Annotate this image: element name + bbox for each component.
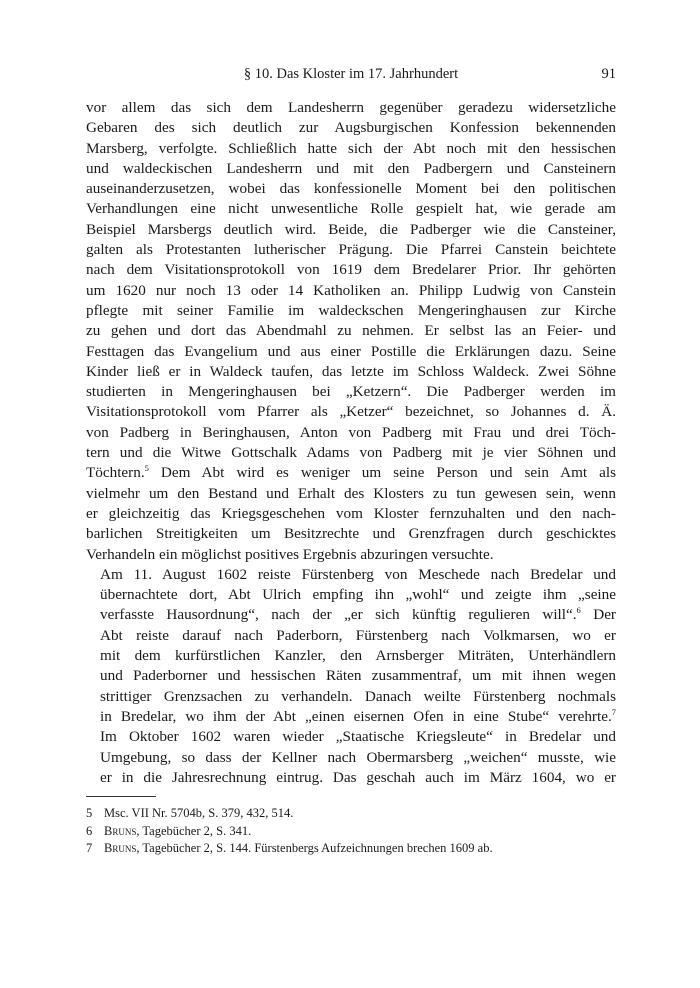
text-line: Visitationsprotokoll vom Pfarrer als „Ketzer“ bezeichnet, so Johannes d. Ä.	[86, 403, 616, 421]
text-line: zu gehen und dort das Abendmahl zu nehmen. Er selbst las an Feier- und	[86, 322, 616, 340]
text-line: Am 11. August 1602 reiste Fürstenberg von Meschede nach Bredelar und	[100, 565, 616, 583]
text-line: Gebaren des sich deutlich zur Augsburgischen Konfession bekennenden	[86, 119, 616, 137]
text-fragment: Der	[580, 606, 616, 624]
text-line: Umgebung, so dass der Kellner nach Obermarsberg „weichen“ musste, wie	[100, 748, 616, 766]
footnote-number: 7	[86, 841, 93, 856]
text-line: strittiger Grenzsachen zu verhandeln. Danach weilte Fürstenberg nochmals	[100, 687, 616, 705]
footnote-reference: 6	[576, 605, 581, 616]
text-line: studierten in Mengeringhausen bei „Ketzern“. Die Padberger werden im	[86, 383, 616, 401]
text-line: galten als Protestanten lutherischer Prägung. Die Pfarrei Canstein beichtete	[86, 241, 616, 259]
running-head	[86, 66, 616, 86]
paragraph	[86, 565, 616, 788]
footnote-number: 5	[86, 806, 93, 820]
text-line: Verhandlungen eine nicht unwesentliche Rolle gespielt hat, wie gerade am	[86, 200, 616, 218]
footnote	[86, 840, 616, 858]
footnote-reference: 7	[611, 706, 616, 717]
text-line	[86, 605, 616, 625]
text-line: auseinanderzusetzen, wobei das konfessionelle Moment bei den politischen	[86, 180, 616, 198]
text-line: Abt reiste darauf nach Paderborn, Fürstenberg nach Volkmarsen, wo er	[100, 626, 616, 644]
text-line: er gleichzeitig das Kriegsgeschehen vom Kloster fernzuhalten und den nach-	[86, 504, 616, 522]
text-line: Verhandeln ein möglichst positives Ergebnis abzuringen versuchte.	[86, 545, 494, 563]
footnotes	[86, 805, 616, 858]
paragraph	[86, 98, 616, 565]
page-number: 91	[601, 66, 616, 82]
text-line: Im Oktober 1602 waren wieder „Staatische Kriegsleute“ in Bredelar und	[100, 728, 616, 746]
body-text	[86, 98, 616, 788]
text-line: und waldeckischen Landesherrn und mit den Padbergern und Cansteinern	[86, 159, 616, 177]
text-line: vor allem das sich dem Landesherrn gegenüber geradezu widersetzliche	[86, 99, 616, 116]
footnote-reference: 5	[144, 463, 149, 474]
text-line: Beispiel Marsbergs deutlich wird. Beide, die Padberger wie die Cansteiner,	[86, 220, 616, 238]
footnote-citation: , Tagebücher 2, S. 144. Fürstenbergs Aufzeichnungen brechen 1609 ab.	[136, 841, 493, 856]
text-line: Kinder ließ er in Waldeck taufen, das letzte im Schloss Waldeck. Zwei Söhne	[86, 362, 616, 380]
text-line: vielmehr um den Bestand und Erhalt des Klosters zu tun gewesen sein, wenn	[86, 484, 616, 502]
footnote-citation: , Tagebücher 2, S. 341.	[136, 823, 252, 838]
text-line: er in die Jahresrechnung eintrug. Das geschah auch im März 1604, wo er	[100, 768, 616, 786]
text-fragment: Töchtern.	[86, 464, 145, 482]
text-fragment: Dem Abt wird es weniger um seine Person und sein Amt als	[148, 464, 616, 482]
text-line: Festtagen das Evangelium und aus einer Postille die Erklärungen dazu. Seine	[86, 342, 616, 360]
text-line: tern und die Witwe Gottschalk Adams von Padberg mit je vier Söhnen und	[86, 444, 616, 462]
text-line: pflegte mit seiner Familie im waldeckschen Mengeringhausen zur Kirche	[86, 301, 616, 319]
text-line	[86, 707, 616, 727]
footnote-author: Bruns	[104, 841, 137, 856]
footnote	[86, 805, 616, 823]
text-line: von Padberg in Beringhausen, Anton von Padberg mit Frau und drei Töch-	[86, 423, 616, 441]
footnote-divider	[86, 796, 156, 797]
text-fragment: verfasste Hausordnung“, nach der „er sich künftig regulieren will“.	[100, 606, 577, 624]
footnote-text	[104, 840, 493, 858]
text-line: und Paderborner und hessischen Räten zusammentraf, um mit ihnen wegen	[100, 667, 616, 685]
footnote-number: 6	[86, 823, 93, 838]
footnote-text: Msc. VII Nr. 5704b, S. 379, 432, 514.	[104, 806, 294, 820]
footnote	[86, 823, 616, 841]
running-title: § 10. Das Kloster im 17. Jahrhundert	[243, 66, 459, 82]
footnote-author: Bruns	[104, 823, 137, 838]
text-line: um 1620 nur noch 13 oder 14 Katholiken an. Philipp Ludwig von Canstein	[86, 281, 616, 299]
text-line: Marsberg, verfolgte. Schließlich hatte sich der Abt noch mit den hessischen	[86, 139, 616, 157]
text-fragment: in Bredelar, wo ihm der Abt „einen eisernen Ofen in eine Stube“ verehrte.	[100, 707, 612, 725]
text-line: nach dem Visitationsprotokoll von 1619 dem Bredelarer Prior. Ihr gehörten	[86, 261, 616, 279]
text-line: barlichen Streitigkeiten um Besitzrechte und Grenzfragen durch geschicktes	[86, 525, 616, 543]
text-line: übernachtete dort, Abt Ulrich empfing ihn „wohl“ und zeigte ihm „seine	[100, 586, 616, 604]
footnote-text	[104, 823, 251, 841]
text-line: mit dem kurfürstlichen Kanzler, den Arnsberger Miträten, Unterhändlern	[100, 647, 616, 665]
text-line	[86, 463, 616, 483]
